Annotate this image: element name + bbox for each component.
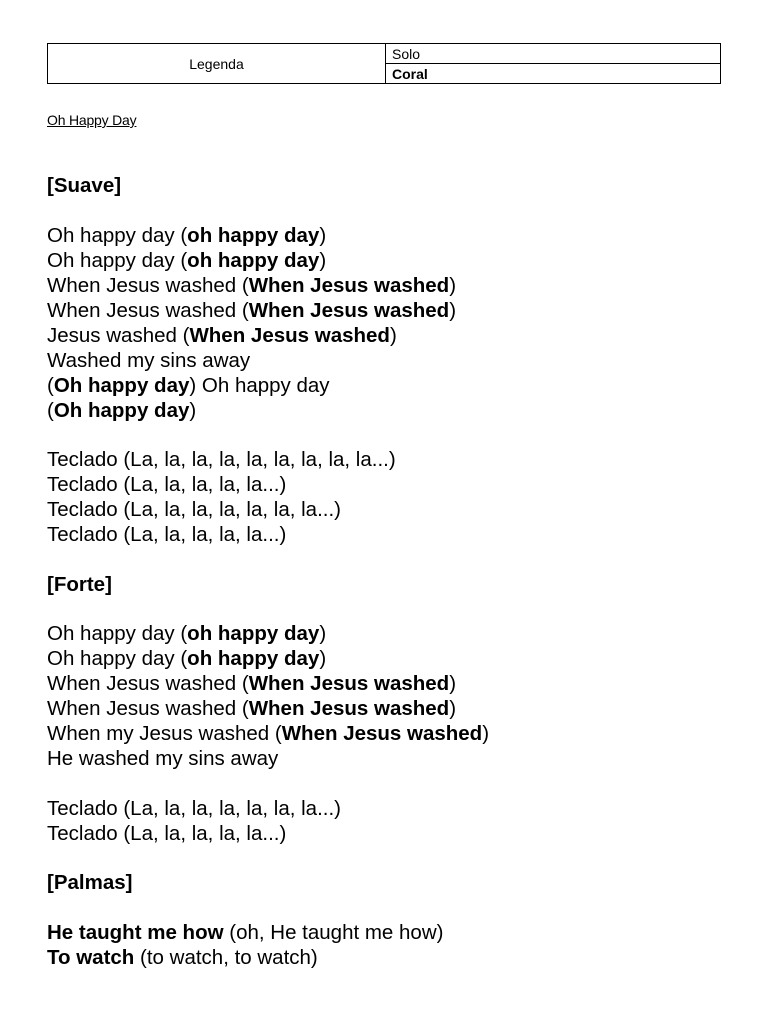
legend-label: Legenda — [48, 44, 386, 83]
lyric-line: When Jesus washed (When Jesus washed) — [47, 273, 457, 297]
section-heading-suave: [Suave] — [47, 174, 122, 197]
lyric-line: To watch (to watch, to watch) — [47, 945, 318, 969]
lyric-line: When Jesus washed (When Jesus washed) — [47, 298, 457, 322]
lyric-line: (Oh happy day) — [47, 398, 197, 422]
lyric-line: When my Jesus washed (When Jesus washed) — [47, 722, 490, 745]
lyric-line: Washed my sins away — [47, 348, 251, 372]
legend-coral: Coral — [392, 65, 428, 82]
teclado-line: Teclado (La, la, la, la, la...) — [47, 821, 287, 845]
lyrics — [47, 173, 747, 970]
lyric-line: He taught me how (oh, He taught me how) — [47, 920, 444, 944]
teclado-line: Teclado (La, la, la, la, la, la, la, la, la...) — [47, 448, 396, 471]
teclado-line: Teclado (La, la, la, la, la...) — [47, 473, 287, 496]
lyric-line: Oh happy day (oh happy day) — [47, 647, 327, 670]
section-heading-forte: [Forte] — [47, 572, 112, 596]
teclado-line: Teclado (La, la, la, la, la...) — [47, 523, 287, 546]
lyric-line: When Jesus washed (When Jesus washed) — [47, 672, 457, 695]
lyric-line: Oh happy day (oh happy day) — [47, 248, 327, 272]
teclado-line: Teclado (La, la, la, la, la, la, la...) — [47, 498, 341, 521]
lyric-line: Oh happy day (oh happy day) — [47, 223, 327, 247]
lyric-line: Jesus washed (When Jesus washed) — [47, 323, 397, 347]
legend-table — [47, 43, 721, 84]
lyric-line: Oh happy day (oh happy day) — [47, 622, 327, 645]
lyric-line: (Oh happy day) Oh happy day — [47, 373, 330, 397]
legend-solo: Solo — [386, 44, 720, 64]
teclado-line: Teclado (La, la, la, la, la, la, la...) — [47, 796, 341, 820]
lyric-line: He washed my sins away — [47, 747, 279, 770]
legend-values — [386, 44, 720, 83]
lyric-line: When Jesus washed (When Jesus washed) — [47, 697, 457, 720]
song-title: Oh Happy Day — [47, 112, 137, 128]
section-heading-palmas: [Palmas] — [47, 871, 133, 894]
